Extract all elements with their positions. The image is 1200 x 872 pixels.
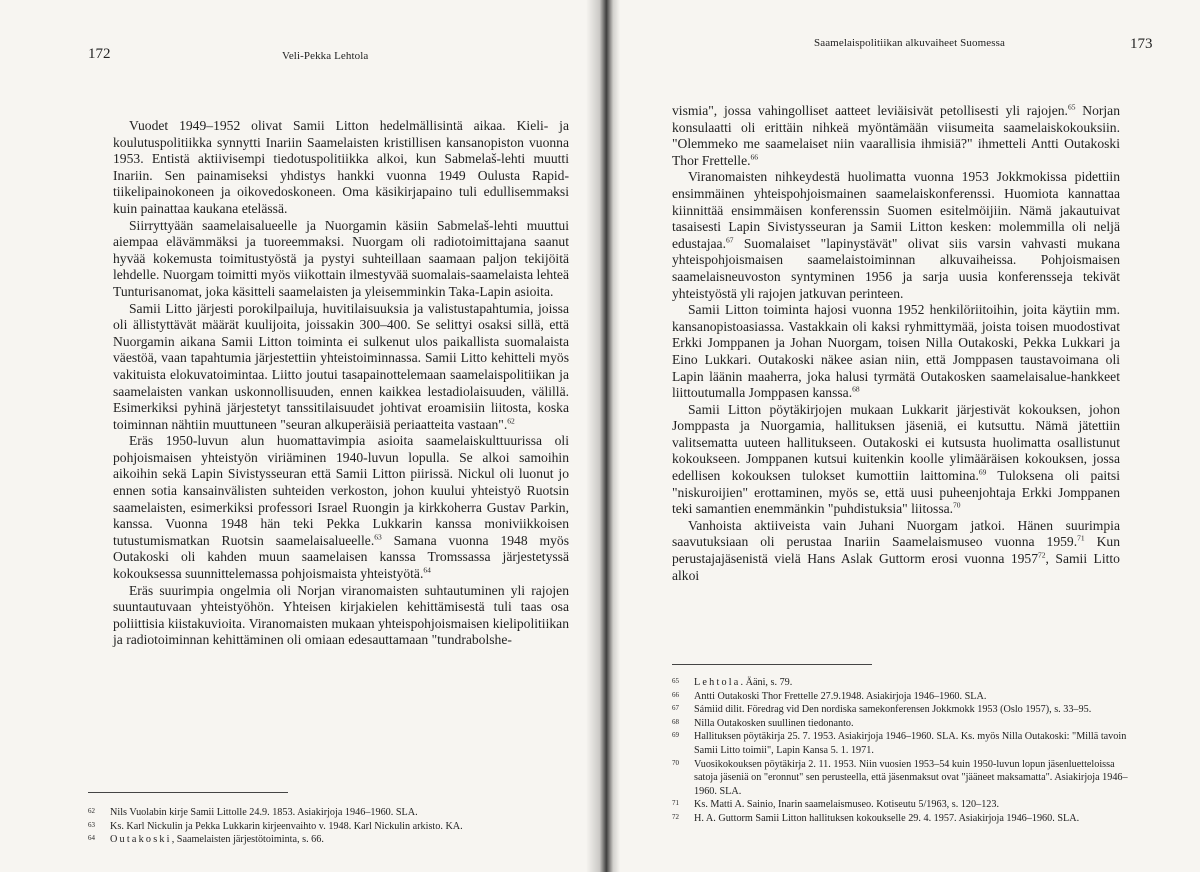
- footnote-text: Ks. Karl Nickulin ja Pekka Lukkarin kirjeenvaihto v. 1948. Karl Nickulin arkisto. KA.: [110, 820, 463, 832]
- footnote: [672, 758, 1128, 799]
- footnote-author: Lehtola: [694, 677, 741, 688]
- footnote-ref: 63: [374, 532, 382, 542]
- footnote-number: 67: [672, 704, 679, 713]
- footnote-text-wrap: [110, 833, 558, 847]
- footnote-ref: 64: [423, 565, 431, 575]
- footnote-ref: 69: [978, 467, 987, 477]
- footnote-text: H. A. Guttorm Samii Litton hallituksen kokoukselle 29. 4. 1957. Asiakirjoja 1946–1960. SLA.: [694, 812, 1080, 824]
- paragraph: [672, 302, 1120, 402]
- footnote-text: Nils Vuolabin kirje Samii Littolle 24.9. 1853. Asiakirjoja 1946–1960. SLA.: [110, 807, 418, 818]
- footnote-ref: 67: [725, 235, 734, 245]
- running-head-right: Saamelaispolitiikan alkuvaiheet Suomessa: [814, 37, 1005, 49]
- footnote: [672, 717, 1128, 731]
- paragraph: Vuodet 1949–1952 olivat Samii Litton hedelmällisintä aikaa. Kieli- ja koulutuspolitiikka synnytti Inariin Saamelaisten kristillisen kansanopiston vuonna 1953. Entistä aktiivisempi tiedotuspolitiikka alkoi, kun Sabmelaš-lehti muutti Inariin. Sen painamiseksi yhdistys hankki vuonna 1949 Oulusta Rapid-tiikelipainokoneen ja oikovedoskoneen. Oma käsikirjapaino tuli edullisemmaksi kuin painattaa kaukana etelässä.: [113, 118, 569, 216]
- footnote: [672, 703, 1128, 717]
- footnote-ref: 65: [1067, 102, 1076, 112]
- paragraph-text: Vanhoista aktiiveista vain Juhani Nuorgam jatkoi. Hänen suurimpia saavutuksiaan oli perustaa Inariin Saamelaismuseo vuonna 1959.: [672, 517, 1120, 550]
- footnote: [88, 820, 558, 834]
- paragraph: Eräs suurimpia ongelmia oli Norjan viranomaisten suhtautuminen yli rajojen suuntautuvaan yhteistyöhön. Yhteisen kirjakielen kehittämisestä tuli taas osa poliittisia kiistakuvioita. Viranomaisten mukaan yhteispohjoismaisen kielipolitiikan ja radiotoiminnan kehittäminen oli omiaan edesauttamaan "tundrabolshe-: [113, 582, 569, 648]
- footnote-ref: 68: [852, 384, 860, 394]
- footnote-number: 68: [672, 717, 679, 726]
- footnote-number: 71: [672, 799, 679, 808]
- footnote-ref: 70: [953, 500, 961, 510]
- paragraph-text: Kun perustajajäsenistä vielä Hans Aslak Guttorm erosi vuonna 1957: [672, 534, 1120, 567]
- footnote-author: Outakoski: [110, 834, 172, 846]
- right-body-text: [672, 103, 1120, 584]
- footnote-ref: 71: [1077, 533, 1085, 543]
- footnote-number: 64: [88, 834, 95, 843]
- footnote-text: Nilla Outakosken suullinen tiedonanto.: [694, 717, 854, 729]
- page-number-left: 172: [88, 46, 111, 62]
- footnote: [672, 798, 1128, 812]
- footnote-ref: 62: [507, 416, 515, 426]
- paragraph-text: Tuloksena oli paitsi "niskuroijien" erottaminen, myös se, että uusi puheenjohtaja Erkki Jomppanen teki samantien enemmänkin "puhdistuksia" liitossa.: [672, 468, 1120, 517]
- footnote-ref: 72: [1038, 550, 1046, 560]
- footnote-text: Antti Outakoski Thor Frettelle 27.9.1948. Asiakirjoja 1946–1960. SLA.: [694, 690, 987, 702]
- footnote-number: 70: [672, 758, 679, 767]
- paragraph: [672, 103, 1120, 169]
- paragraph-text: Samana vuonna 1948 myös Outakoski oli kahden muun saamelaisen kanssa Tromssassa järjestetyssä kokouksessa suunnittelemassa pohjoismaista yhteistyötä.: [113, 532, 569, 582]
- paragraph: Siirryttyään saamelaisalueelle ja Nuorgamin käsiin Sabmelaš-lehti muuttui aiempaa elävämmäksi ja tuoreemmaksi. Nuorgam oli radiotoimittajana saanut hyvää kokemusta toimitustyöstä ja pystyi suhteillaan saamaan paljon tekijöitä lehdelle. Nuorgam toimitti myös viikottain ilmestyvää suomalais-saamelaista lehteä Tunturisanomat, joka käsitteli saamelaisten ja yleisemminkin Taka-Lapin asioita.: [113, 217, 569, 299]
- footnote: [88, 833, 558, 847]
- paragraph-text: , Samii Litto alkoi: [672, 551, 1120, 583]
- paragraph-text: vismia", jossa vahingolliset aatteet leviäisivät petollisesti yli rajojen.: [672, 103, 1068, 118]
- paragraph-text: Samii Litto järjesti porokilpailuja, huvitilaisuuksia ja valistustapahtumia, joissa oli ällistyttävät määrät kuulijoita, joissakin 300–400. Se selittyi osaksi sillä, että Nuorgamin aikana Samii Litton toiminta ei sulkenut ulos paikallista suomalaista väestöä, vaan tapahtumia järjestettiin yhteistoiminnassa. Samii Litto kehitteli myös vakituista elokuvatoimintaa. Liitto joutui tasapainottelemaan saamelaispolitiikan ja saamelaisten vankan uskonnollisuuden, ennen kaikkea lestadiolaisuuden, välillä. Esimerkiksi pyhinä järjestetyt tanssitilaisuudet johtivat eroamisiin liitosta, koska toiminnan nähtiin muuttuneen "seuran alkuperäisiä periaatteita vastaan".: [113, 300, 569, 432]
- paragraph: [672, 402, 1120, 518]
- footnote: [672, 676, 1128, 690]
- footnote-number: 66: [672, 690, 679, 699]
- footnote-text: Hallituksen pöytäkirja 25. 7. 1953. Asiakirjoja 1946–1960. SLA. Ks. myös Nilla Outakoski: "Millä tavoin Samii Litto toimii", Lapin Kansa 5. 1. 1971.: [694, 731, 1127, 756]
- footnote-text: Ks. Matti A. Sainio, Inarin saamelaismuseo. Kotiseutu 5/1963, s. 120–123.: [694, 799, 1000, 811]
- right-footnotes: [672, 676, 1128, 826]
- footnote-ref: 66: [750, 152, 759, 162]
- left-footnotes: [88, 806, 558, 847]
- paragraph: [672, 169, 1120, 302]
- paragraph-text: Eräs 1950-luvun alun huomattavimpia asioita saamelaiskulttuurissa oli pohjoismaisen yhteistyön viriäminen 1940-luvun lopulla. Se alkoi samoihin aikoihin sekä Lapin Sivistysseuran että Samii Litton piirissä. Nickul oli luonut jo ennen sotia kansainvälisten suhteiden verkoston, johon kuului yhteistyö Ruotsin saamelaisten, esimerkiksi professori Israel Ruongin ja kirkkoherra Gustav Parkin, kanssa. Vuonna 1948 hän teki Pekka Lukkarin kanssa moniviikkoisen tutustumismatkan Ruotsin saamelaisalueelle.: [113, 433, 569, 548]
- footnote: [672, 812, 1128, 826]
- footnote-text: , Saamelaisten järjestötoiminta, s. 66.: [171, 834, 324, 846]
- footnote: [672, 690, 1128, 704]
- paragraph-text: Viranomaisten nihkeydestä huolimatta vuonna 1953 Jokkmokissa pidettiin ensimmäinen yhteispohjoismainen saamelaiskonferenssi. Huomiota kannattaa kiinnittää ensimmäisen konferenssin Suomen esitelmöijiin. Nämä jakautuivat tasaisesti Lapin Sivistysseuran ja Samii Litton kesken: molemmilla oli neljä edustajaa.: [672, 169, 1120, 251]
- running-head-left: Veli-Pekka Lehtola: [282, 50, 369, 62]
- footnote-number: 69: [672, 731, 679, 740]
- book-gutter: [586, 0, 620, 872]
- paragraph-text: Suomalaiset "lapinystävät" olivat siis varsin vahvasti mukana yhteispohjoismaisen saamelaistoiminnan alkuvaiheissa. Pohjoismaisen saamelaisneuvoston syntyminen 1956 ja sarja uusia konferensseja tekivät yhteistyöstä yli rajojen jatkuvan perinteen.: [672, 235, 1120, 301]
- paragraph: [672, 518, 1120, 584]
- footnote-number: 72: [672, 812, 679, 821]
- paragraph: [113, 433, 569, 582]
- footnote-text: . Ääni, s. 79.: [740, 677, 793, 688]
- footnote-number: 62: [88, 807, 95, 815]
- right-page: [600, 0, 1200, 872]
- footnote-text-wrap: [694, 676, 1128, 690]
- paragraph-text: Samii Litton toiminta hajosi vuonna 1952 henkilöriitoihin, joita käytiin mm. kansanopistoasiassa. Vastakkain oli kaksi ryhmittymää, joista toisen muodostivat Erkki Jomppanen ja Johan Nuorgam, toisen Nilla Outakoski, Pekka Lukkari ja Eino Lukkari. Outakoski näkee asian niin, että Jomppasen taustavoimana oli Lapin läänin maaherra, joka halusi tyrmätä Outakosken saamelaisalue-hankkeet liittoutumalla Jomppasen kanssa.: [672, 302, 1120, 401]
- footnote-rule: [88, 792, 288, 793]
- page-number-right: 173: [1130, 36, 1153, 52]
- footnote-rule: [672, 664, 872, 665]
- footnote-text: Sámiid dilit. Föredrag vid Den nordiska samekonferensen Jokkmokk 1953 (Oslo 1957), s. 33–95.: [694, 704, 1092, 716]
- paragraph-text: Samii Litton pöytäkirjojen mukaan Lukkarit järjestivät kokouksen, johon Jomppasta ja Nuorgamia, hallituksen jäseniä, ei kutsuttu. Nämä jätettiin valitsematta uuteen hallitukseen. Outakoski ei kutsusta huolimatta osallistunut kokoukseen. Jomppanen kutsui kuitenkin koolle ylimääräisen kokouksen, jossa edellisen kokouksen tulokset kumottiin laittomina.: [672, 401, 1120, 484]
- paragraph-text: Norjan konsulaatti oli erittäin nihkeä myöntämään viisumeita saamelaiskokouksiin. "Olemmeko me saamelaiset niin vaarallisia ihmisiä?" ihmetteli Antti Outakoski Thor Frettelle.: [672, 103, 1121, 168]
- footnote: [88, 806, 558, 820]
- footnote: [672, 730, 1128, 757]
- footnote-number: 63: [88, 820, 95, 829]
- footnote-text: Vuosikokouksen pöytäkirja 2. 11. 1953. Niin vuosien 1953–54 kuin 1950-luvun lopun jäsenluetteloissa satoja jäseniä on "eronnut" sen perusteella, että jäsenmaksut ovat "jääneet maksamatta". Asiakirjoja 1946–1960. SLA.: [694, 758, 1128, 797]
- footnote-number: 65: [672, 677, 679, 685]
- left-body-text: [113, 118, 569, 649]
- paragraph: [113, 301, 569, 434]
